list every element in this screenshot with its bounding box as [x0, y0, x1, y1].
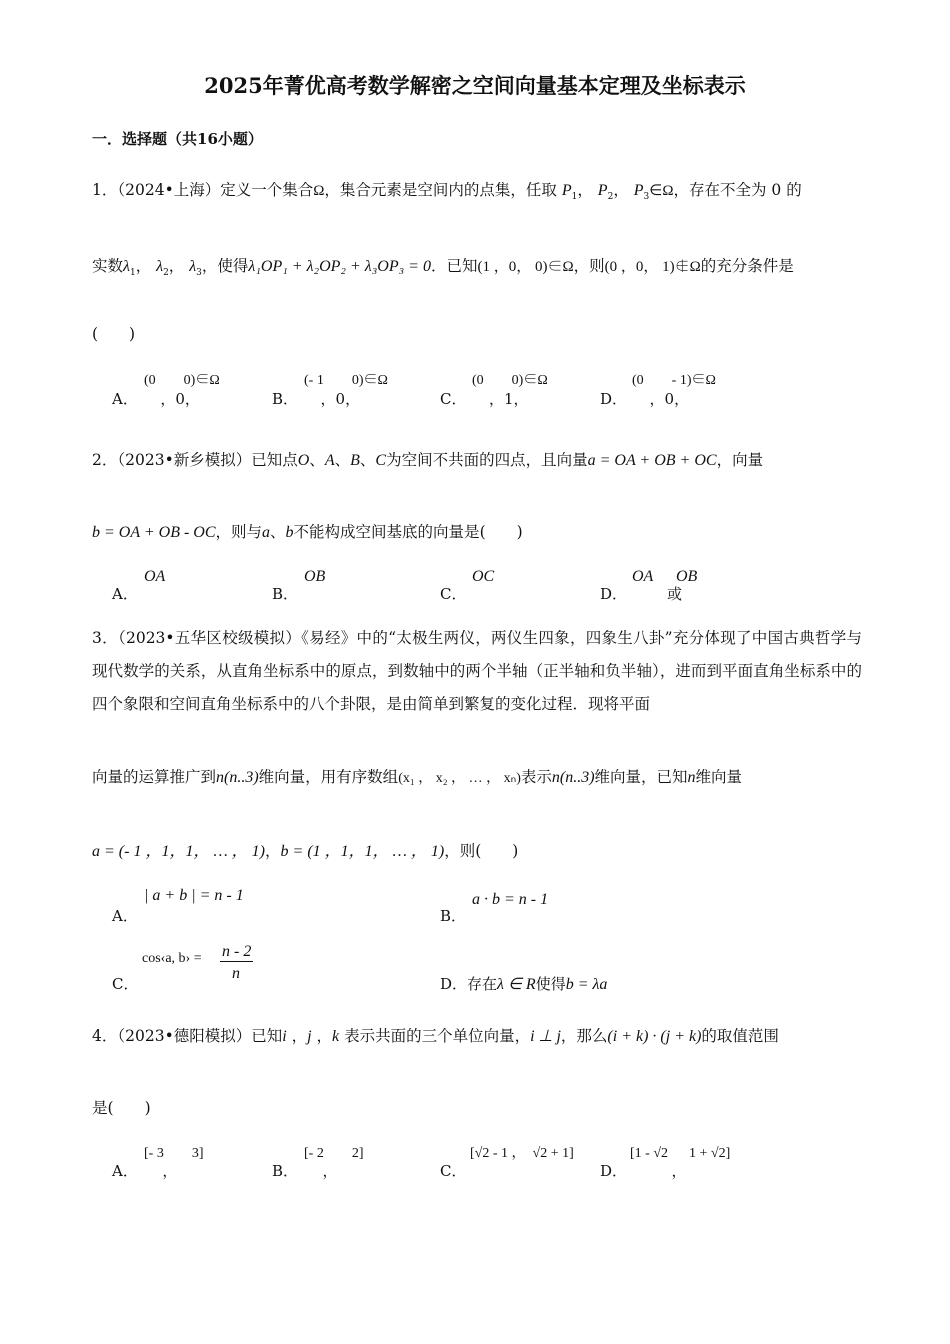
- q1-option-d[interactable]: D． (0 - 1)∈Ω ，0，: [600, 373, 716, 408]
- q4-option-d[interactable]: D． [1 - √2 1 + √2] ，: [600, 1146, 731, 1180]
- q1-vector-equation: λ₁OP₁ + λ₂OP₂ + λ₃OP₃ = 0: [248, 258, 431, 275]
- q2-line-2: b = OA + OB - OC，则与a、b不能构成空间基底的向量是( ): [92, 523, 523, 541]
- q3-option-d[interactable]: D．存在λ ∈ R使得b = λa: [440, 975, 608, 993]
- q3-paragraph: 3．（2023•五华区校级模拟）《易经》中的“太极生两仪，两仪生四象，四象生八卦”充分体现了中国古典哲学与现代数学的关系，从直角坐标系中的原点，到数轴中的两个半轴（正半轴和负半轴），进而到平面直角坐标系中的四个象限和空间直角坐标系中的八个卦限，是由简单到繁复的变化过程．现将平面: [92, 629, 862, 713]
- q4-option-a[interactable]: A． [- 3 3] ，: [112, 1146, 204, 1180]
- section-heading: 一．选择题（共16小题）: [92, 130, 263, 148]
- q2-vector-b: b = OA + OB - OC: [92, 524, 216, 541]
- q2-option-d[interactable]: D． OA 或 OB: [600, 568, 698, 603]
- q3-option-b[interactable]: B． a · b = n - 1: [440, 891, 549, 925]
- q2-line-1: 2．（2023•新乡模拟）已知点O、A、B、C为空间不共面的四点，且向量a = OA + OB + OC，向量: [92, 451, 764, 469]
- q1-line-2: 实数$\lambda_1$， $\lambda_2$， $\lambda_3$，使得λ₁OP₁ + λ₂OP₂ + λ₃OP₃ = 0．已知(1 ，0， 0)∈Ω，则(0 ，0， 1)∉Ω的充分条件是: [92, 257, 794, 278]
- q3-option-a[interactable]: A． | a + b | = n - 1: [112, 887, 244, 925]
- q3-line-4: 向量的运算推广到n(n..3)维向量，用有序数组(x₁ ， x₂ ， … ， xₙ)表示n(n..3)维向量，已知n维向量: [92, 768, 743, 786]
- q2-option-a[interactable]: A． OA: [112, 568, 166, 603]
- q1-option-b[interactable]: B． (- 1 0)∈Ω ，0，: [272, 373, 388, 408]
- q4-option-b[interactable]: B． [- 2 2] ，: [272, 1146, 364, 1180]
- q1-option-a[interactable]: A． (0 0)∈Ω ，0，: [112, 373, 220, 408]
- q1-answer-paren: ( ): [92, 325, 136, 343]
- q2-option-b[interactable]: B． OB: [272, 568, 326, 603]
- page-title: 2025年菁优高考数学解密之空间向量基本定理及坐标表示: [204, 73, 746, 98]
- q4-line-2: 是( ): [92, 1099, 151, 1117]
- q2-option-c[interactable]: C． OC: [440, 568, 495, 603]
- q2-vector-a: a = OA + OB + OC: [587, 452, 717, 469]
- q3-option-c[interactable]: C． cos‹a, b› = n - 2 n: [112, 943, 252, 993]
- q4-line-1: 4．（2023•德阳模拟）已知i ，j ，k 表示共面的三个单位向量，i ⊥ j，那么(i + k) · (j + k)的取值范围: [92, 1027, 779, 1045]
- q4-option-c[interactable]: C． [√2 - 1 ， √2 + 1]: [440, 1146, 574, 1180]
- q1-line-1: 1．（2024•上海）定义一个集合Ω，集合元素是空间内的点集，任取 $P_1$， $P_2$， $P_3\in\Omega$，存在不全为 0 的: [92, 181, 802, 202]
- q3-line-5: a = (- 1 ，1，1， … ， 1)，b = (1 ，1，1， … ， 1)，则( ): [92, 842, 519, 860]
- q1-option-c[interactable]: C． (0 0)∈Ω ，1，: [440, 373, 548, 408]
